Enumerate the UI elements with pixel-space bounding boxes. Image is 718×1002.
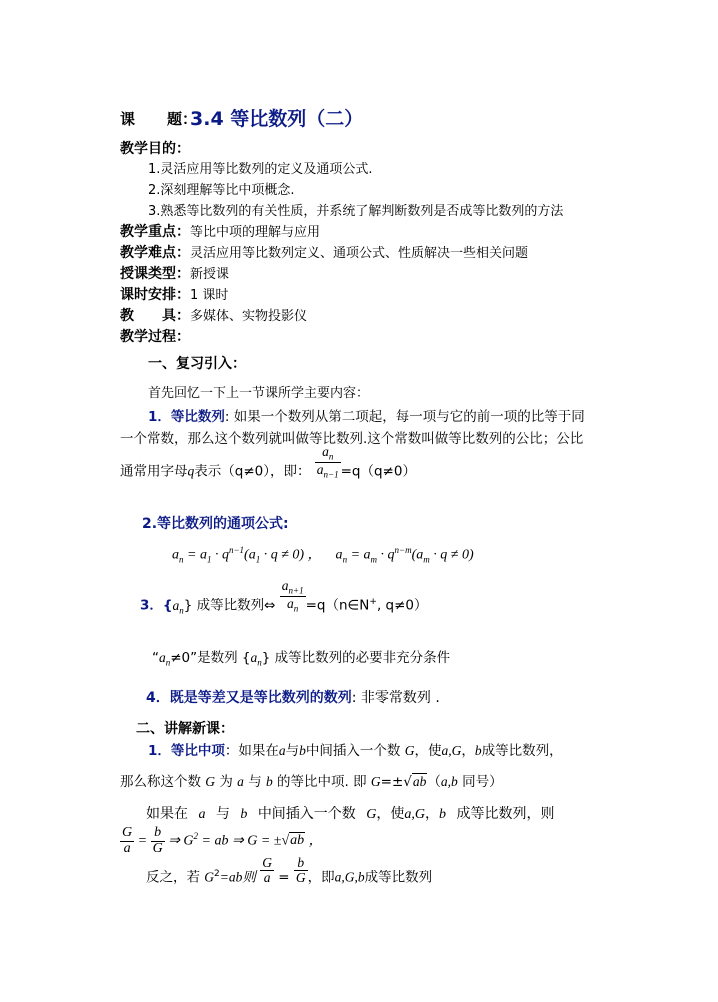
criterion-line: 3．$\{a_n\}$ 成等比数列⇔ $\frac{a_{n+1}}{a_n}$ =q（n∈N+, q≠0）	[140, 578, 428, 616]
process-heading: 教学过程：	[120, 329, 190, 345]
title-label: 课 题：	[120, 110, 198, 128]
item4-line: 4．既是等差又是等比数列的数列: 非零常数列 .	[146, 690, 440, 706]
section1-heading: 一、复习引入：	[148, 356, 246, 372]
derivation-line-1: 如果在 a 与 b 中间插入一个数 G，使a,G，b 成等比数列，则	[146, 806, 555, 822]
difficulties: 教学难点：灵活应用等比数列定义、通项公式、性质解决一些相关问题	[120, 245, 529, 261]
tools: 教 具：多媒体、实物投影仪	[120, 308, 308, 324]
general-term-formula: $a_n = a_1 \cdot q^{n-1}(a_1 \cdot q \ne 0)$ ， $a_n = a_m \cdot q^{n-m}(a_m \cdot q \ne 0)$	[172, 545, 474, 565]
geometric-mean-line-2: 那么称这个数 G 为 a 与 b 的等比中项. 即 G=±√ab（a,b 同号）	[120, 774, 503, 790]
page-title: 3.4 等比数列（二）	[190, 108, 364, 130]
general-term-heading: 2.等比数列的通项公式:	[142, 516, 289, 532]
derivation-formula: $\frac{G}{a}$ = $\frac{b}{G}$ ⇒ $G^2$ = ab ⇒ G = ±√ab ，	[122, 825, 323, 856]
ratio-fraction: $\frac{a_n}{a_{n-1}}$	[316, 444, 339, 480]
key-points: 教学重点：等比中项的理解与应用	[120, 224, 321, 240]
schedule: 课时安排：1 课时	[120, 287, 229, 303]
definition-line-3: 通常用字母q表示（q≠0），即： $\frac{a_n}{a_{n-1}}$ =q（q≠0）	[120, 444, 416, 480]
objective-1: 1.灵活应用等比数列的定义及通项公式.	[148, 162, 373, 177]
objective-3: 3.熟悉等比数列的有关性质，并系统了解判断数列是否成等比数列的方法	[148, 204, 564, 219]
condition-note: “$a_n\ne 0$”是数列 $\{a_n\}$ 成等比数列的必要非充分条件	[152, 650, 451, 668]
section1-intro: 首先回忆一下上一节课所学主要内容：	[148, 386, 370, 401]
lesson-type: 授课类型：新授课	[120, 266, 230, 282]
section2-heading: 二、讲解新课：	[136, 721, 234, 737]
definition-line-1: 1．等比数列: 如果一个数列从第二项起，每一项与它的前一项的比等于同	[148, 409, 585, 425]
criterion-fraction: $\frac{a_{n+1}}{a_n}$	[281, 578, 304, 614]
definition-line-2: 一个常数，那么这个数列就叫做等比数列.这个常数叫做等比数列的公比；公比	[120, 431, 584, 447]
objectives-heading: 教学目的：	[120, 141, 190, 157]
objective-2: 2.深刻理解等比中项概念.	[148, 183, 295, 198]
geometric-mean-line-1: 1．等比中项：如果在a与b中间插入一个数 G，使a,G，b成等比数列，	[148, 743, 563, 759]
converse-line: 反之，若 $G^2=ab$则 $\frac{G}{a}$ = $\frac{b}{G}$ ，即a,G,b成等比数列	[146, 855, 433, 886]
